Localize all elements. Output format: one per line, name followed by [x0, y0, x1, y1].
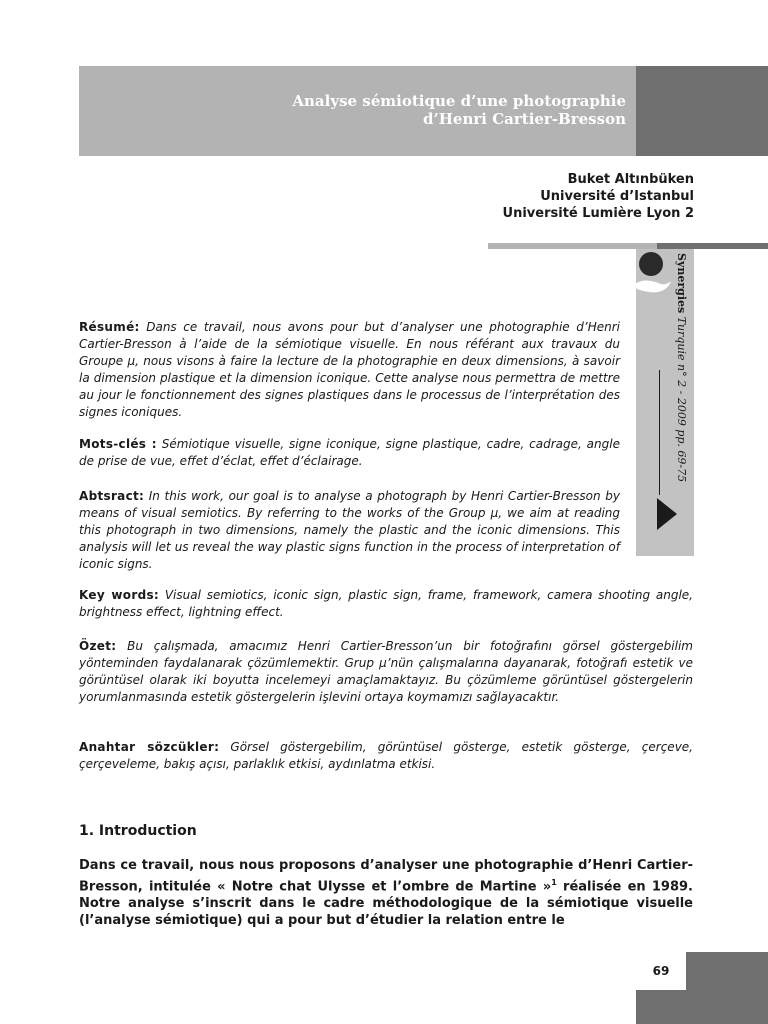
arrow-right-icon — [657, 498, 677, 530]
intro-text-part-2: réalisée en 1989. Notre analyse s’inscrit dans le cadre méthodologique de la sémiotique visuelle (l’analyse sémiotique) qui a pour but d’étudier la relation entre le — [79, 879, 693, 929]
section-heading: 1. Introduction — [79, 823, 197, 839]
title-band-dark — [636, 66, 768, 156]
intro-text-part-1: Dans ce travail, nous nous proposons d’analyser une photographie d’Henri Cartier-Bresson, intitulée « Notre chat Ulysse et l’ombre de Martine » — [79, 858, 693, 895]
mots-cles-text: Sémiotique visuelle, signe iconique, signe plastique, cadre, cadrage, angle de prise de vue, effet d’éclat, effet d’éclairage. — [79, 437, 620, 468]
key-words-text: Visual semiotics, iconic sign, plastic sign, frame, framework, camera shooting angle, brightness effect, lightning effect. — [79, 588, 693, 619]
journal-reference — [675, 253, 688, 482]
author-affiliation-1: Université d’Istanbul — [540, 189, 694, 204]
anahtar-text: Görsel göstergebilim, görüntüsel gösterge, estetik gösterge, çerçeve, çerçeveleme, bakış açısı, parlaklık etkisi, aydınlatma etkisi. — [79, 740, 693, 771]
side-line — [659, 370, 660, 495]
resume-paragraph — [79, 319, 620, 421]
journal-issue: Turquie n° 2 - 2009 pp. 69-75 — [675, 316, 688, 483]
mots-cles-paragraph — [79, 436, 620, 470]
title-line-1: Analyse sémiotique d’une photographie — [292, 92, 626, 110]
key-words-paragraph — [79, 587, 693, 621]
key-words-label: Key words: — [79, 588, 159, 602]
author-name: Buket Altınbüken — [567, 172, 694, 187]
abstract-label: Abtsract: — [79, 489, 145, 503]
title-line-2: d’Henri Cartier-Bresson — [423, 110, 626, 128]
intro-paragraph — [79, 857, 693, 929]
anahtar-label: Anahtar sözcükler: — [79, 740, 220, 754]
journal-name: Synergies — [675, 253, 688, 314]
resume-text: Dans ce travail, nous avons pour but d’analyser une photographie d’Henri Cartier-Bresson à l’aide de la sémiotique visuelle. En nous référant aux travaux du Groupe μ, nous visons à faire la lecture de la photographie en deux dimensions, à savoir la dimension plastique et la dimension iconique. Cette analyse nous permettra de mettre au jour le fonctionnement des signes plastiques dans le processus de l’interprétation des signes iconiques. — [79, 320, 620, 419]
anahtar-paragraph — [79, 739, 693, 773]
article-title — [292, 92, 626, 128]
mots-cles-label: Mots-clés : — [79, 437, 157, 451]
ozet-paragraph — [79, 638, 693, 706]
author-affiliation-2: Université Lumière Lyon 2 — [502, 206, 694, 221]
journal-logo-icon — [631, 250, 671, 296]
abstract-paragraph — [79, 488, 620, 573]
abstract-text: In this work, our goal is to analyse a photograph by Henri Cartier-Bresson by means of visual semiotics. By referring to the works of the Group μ, we aim at reading this photograph in two dimensions, namely the plastic and the iconic dimensions. This analysis will let us reveal the way plastic signs function in the process of interpretation of iconic signs. — [79, 489, 620, 571]
ozet-label: Özet: — [79, 639, 117, 653]
page-number: 69 — [636, 952, 686, 990]
resume-label: Résumé: — [79, 320, 140, 334]
footnote-reference[interactable]: 1 — [551, 878, 557, 887]
ozet-text: Bu çalışmada, amacımız Henri Cartier-Bresson’un bir fotoğrafını görsel göstergebilim yönteminden faydalanarak çözümlemektir. Grup μ’nün çalışmalarına dayanarak, fotoğrafı estetik ve görüntüsel olarak iki boyutta incelemeyi amaçlamaktayız. Bu çözümleme görüntüsel göstergelerin yorumlanmasında estetik göstergelerin işlevini ortaya koymamızı sağlayacaktır. — [79, 639, 693, 704]
author-block — [503, 171, 694, 222]
